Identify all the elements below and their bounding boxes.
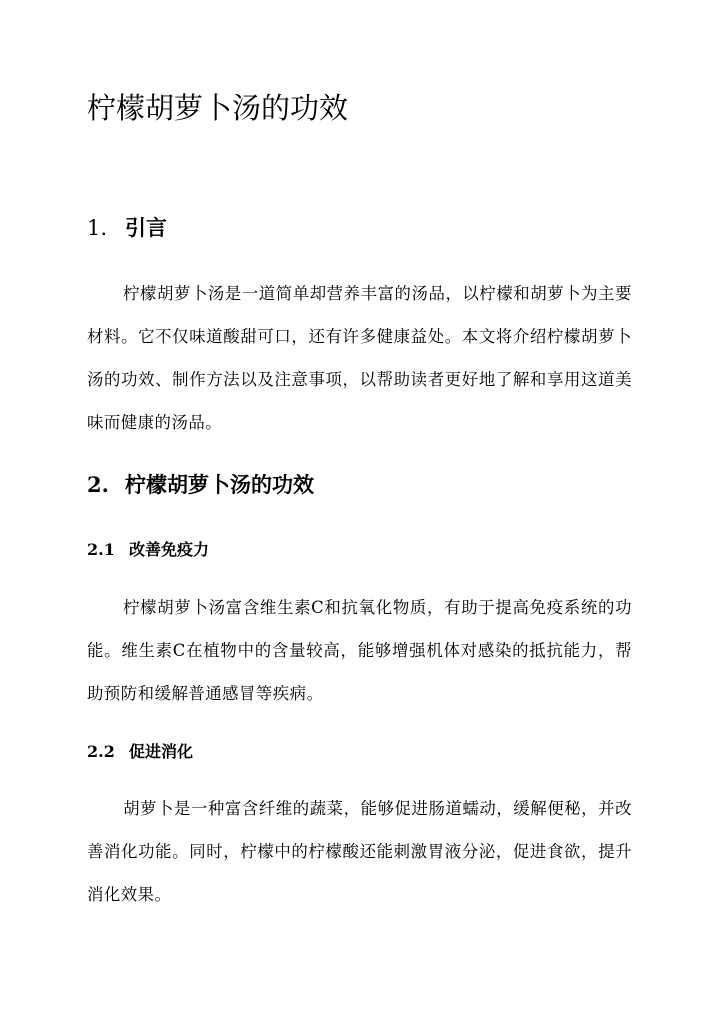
subsection-heading-digestion [87, 740, 193, 764]
subsection-title: 促进消化 [129, 742, 194, 761]
section-heading-benefits [87, 470, 314, 500]
subsection-number: 2.1 [87, 540, 115, 559]
introduction-paragraph: 柠檬胡萝卜汤是一道简单却营养丰富的汤品，以柠檬和胡萝卜为主要材料。它不仅味道酸甜可口，还有许多健康益处。本文将介绍柠檬胡萝卜汤的功效、制作方法以及注意事项，以帮助读者更好地了解和享用这道美味而健康的汤品。 [87, 284, 632, 432]
subsection-number: 2.2 [87, 742, 115, 761]
immunity-paragraph: 柠檬胡萝卜汤富含维生素C和抗氧化物质，有助于提高免疫系统的功能。维生素C在植物中的含量较高，能够增强机体对感染的抵抗能力，帮助预防和缓解普通感冒等疾病。 [87, 598, 632, 703]
section-title: 引言 [125, 215, 167, 240]
subsection-heading-immunity [87, 538, 209, 562]
document-title: 柠檬胡萝卜汤的功效 [87, 91, 349, 125]
section-heading-introduction [87, 213, 167, 243]
subsection-title: 改善免疫力 [129, 540, 210, 559]
section-number: 2. [87, 472, 109, 497]
section-number: 1. [87, 216, 108, 240]
section-title: 柠檬胡萝卜汤的功效 [125, 472, 314, 497]
digestion-paragraph: 胡萝卜是一种富含纤维的蔬菜，能够促进肠道蠕动，缓解便秘，并改善消化功能。同时，柠檬中的柠檬酸还能刺激胃液分泌，促进食欲，提升消化效果。 [87, 799, 632, 904]
